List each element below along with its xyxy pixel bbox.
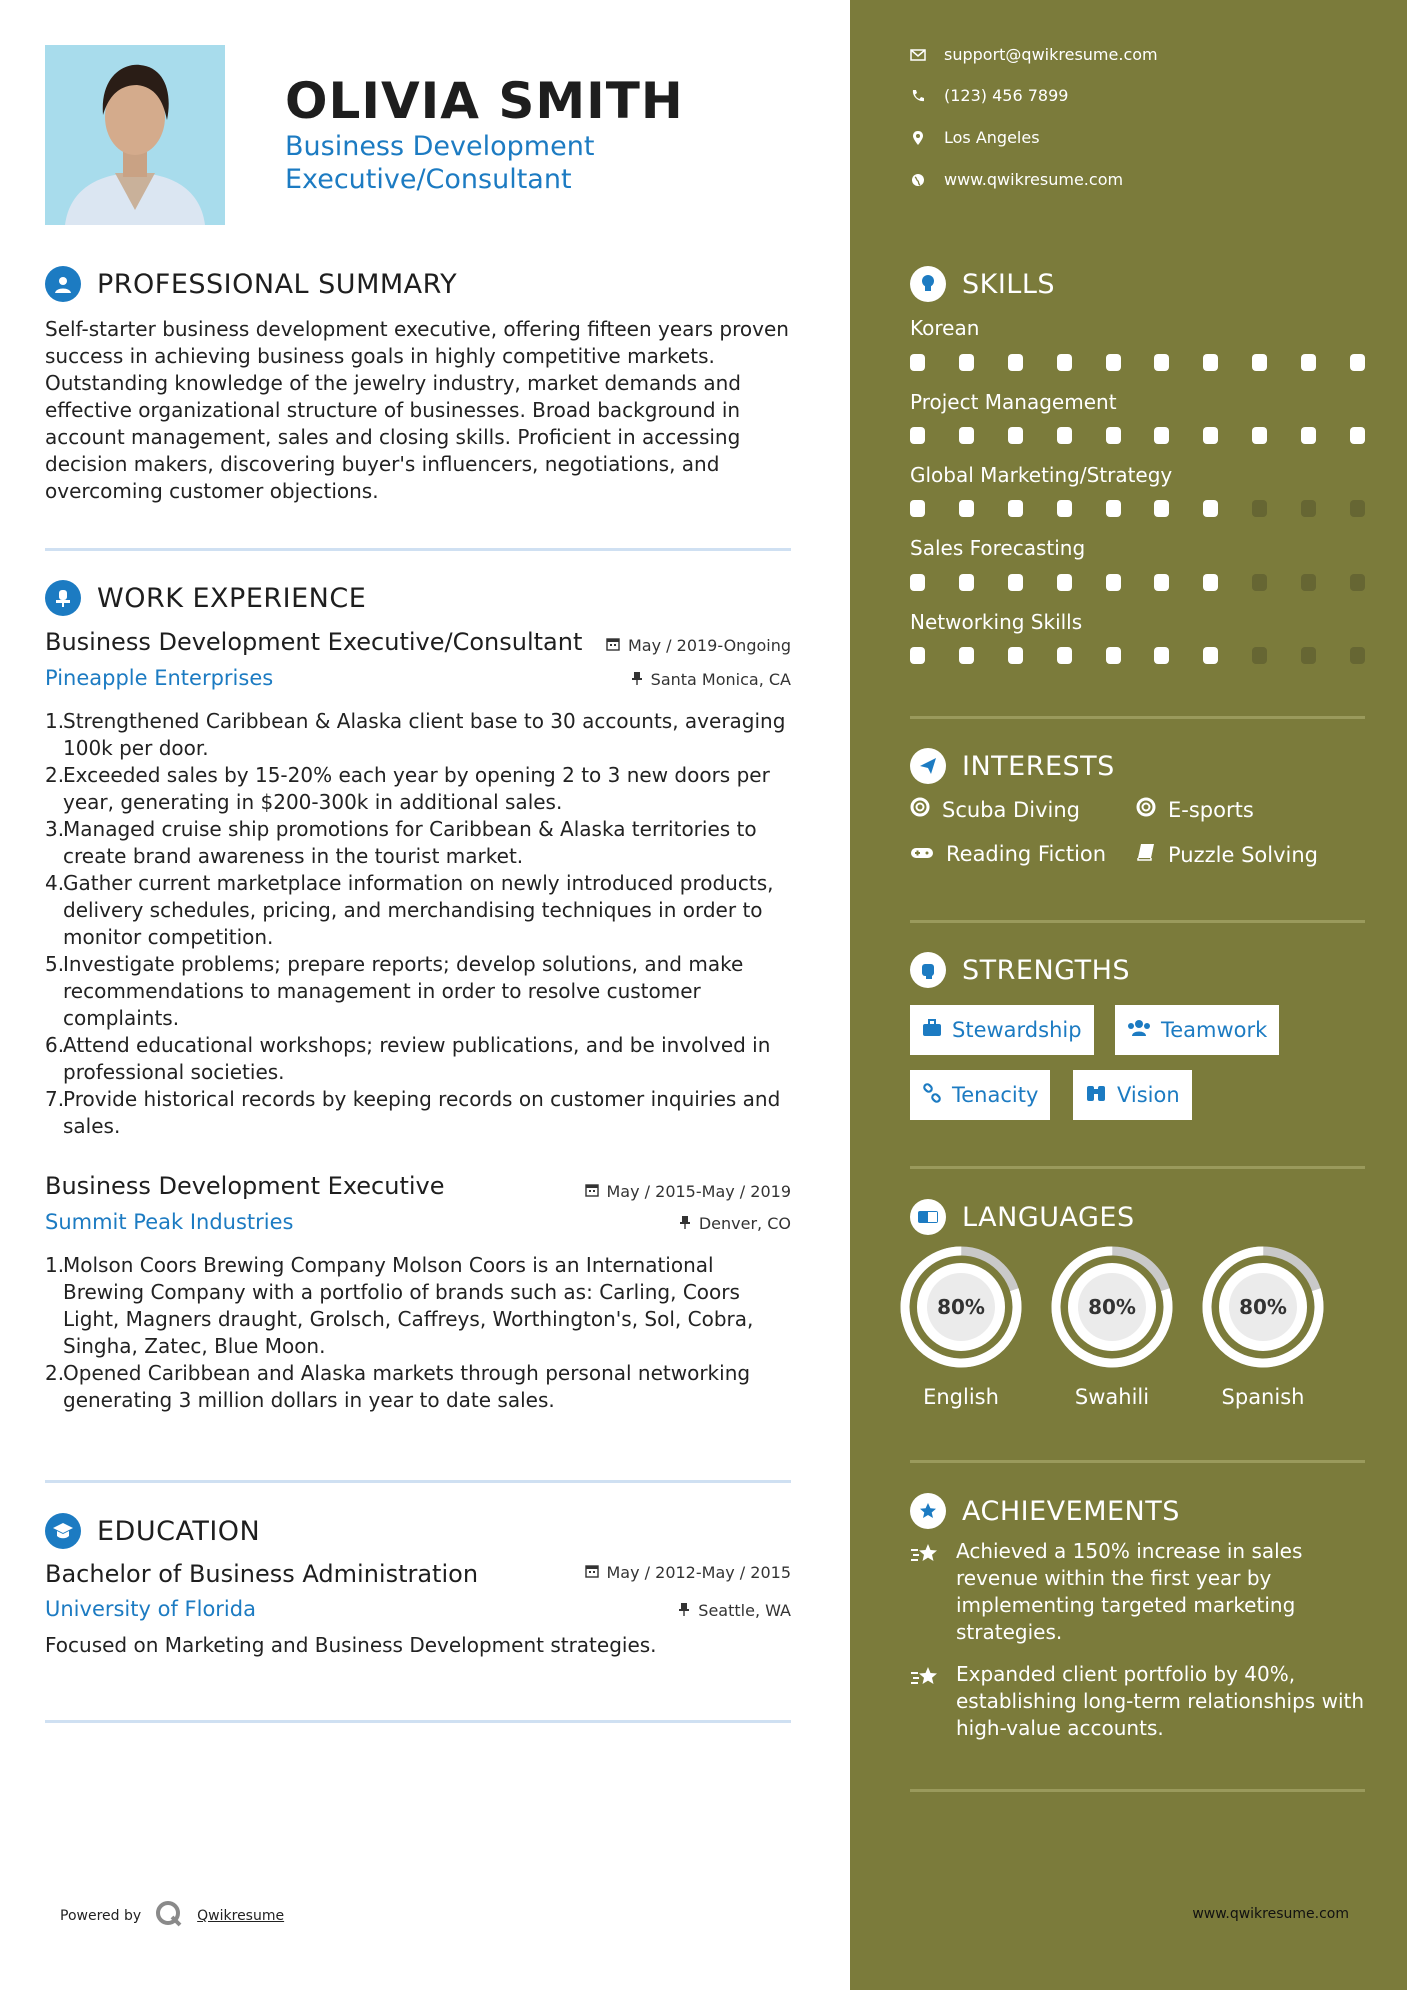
language-ring <box>899 1245 1023 1369</box>
contact-phone[interactable] <box>910 86 1068 105</box>
calendar-icon <box>585 1182 599 1201</box>
summary-heading <box>45 266 457 302</box>
strength-chip <box>1073 1070 1192 1120</box>
language-name: English <box>923 1385 999 1409</box>
skill-dot <box>959 574 974 591</box>
globe-icon <box>910 172 926 188</box>
powered-by-text: Powered by <box>60 1908 142 1924</box>
skill-dot <box>1252 574 1267 591</box>
skill-name: Korean <box>910 316 980 340</box>
contact-email[interactable] <box>910 45 1158 64</box>
languages-title: LANGUAGES <box>962 1201 1135 1233</box>
skill-dot <box>1106 574 1121 591</box>
skill-dot <box>1252 647 1267 664</box>
briefcase-icon <box>922 1018 942 1042</box>
list-item: 5. Investigate problems; prepare reports; develop solutions, and make recommendations to management in order to resolve customer complaints. <box>45 952 744 1030</box>
lightbulb-icon <box>910 266 946 302</box>
contact-website-text: www.qwikresume.com <box>944 170 1124 189</box>
company-name: Summit Peak Industries <box>45 1210 294 1234</box>
skill-name: Project Management <box>910 390 1117 414</box>
interest-item <box>1136 797 1254 822</box>
language-ring <box>1201 1245 1325 1369</box>
skill-dot <box>1301 647 1316 664</box>
education-date <box>585 1563 792 1582</box>
skill-dot <box>1057 427 1072 444</box>
list-item: 4. Gather current marketplace information on newly introduced products, delivery schedules, pricing, and merchandising techniques in order to monitor competition. <box>45 871 774 949</box>
pin-icon <box>678 1601 690 1620</box>
skill-dot <box>1350 427 1365 444</box>
skill-dot <box>1203 427 1218 444</box>
pin-icon <box>679 1214 691 1233</box>
envelope-icon <box>910 47 926 63</box>
divider <box>45 1480 791 1483</box>
company-name: Pineapple Enterprises <box>45 666 274 690</box>
strength-chip <box>1115 1005 1279 1055</box>
skill-dot <box>910 647 925 664</box>
interest-label: Scuba Diving <box>942 797 1080 822</box>
strength-label: Teamwork <box>1161 1018 1268 1042</box>
strengths-heading <box>910 952 1130 988</box>
map-marker-icon <box>910 130 926 146</box>
language-percent: 80% <box>1239 1295 1287 1319</box>
work-heading <box>45 580 366 616</box>
qwikresume-link[interactable]: Qwikresume <box>197 1908 285 1924</box>
star-badge-icon <box>910 1493 946 1529</box>
skill-rating <box>910 427 1365 444</box>
phone-icon <box>910 88 926 104</box>
skill-dot <box>1301 354 1316 371</box>
skill-dot <box>1350 574 1365 591</box>
user-icon <box>45 266 81 302</box>
skill-dot <box>1301 574 1316 591</box>
education-location <box>678 1601 791 1620</box>
achievement-text: Achieved a 150% increase in sales revenue within the first year by implementing targeted marketing strategies. <box>956 1539 1303 1644</box>
skill-dot <box>959 500 974 517</box>
skill-dot <box>959 647 974 664</box>
job-duties-list <box>45 1252 797 1414</box>
summary-text: Self-starter business development executive, offering fifteen years proven success in achieving business goals in highly competitive markets. Outstanding knowledge of the jewelry industry, market demands and effective organizational structure of businesses. Broad background in account management, sales and closing skills. Proficient in accessing decision makers, discovering buyer's influencers, negotiations, and overcoming customer objections. <box>45 317 789 503</box>
education-title: EDUCATION <box>97 1515 261 1547</box>
skill-dot <box>1008 647 1023 664</box>
achievement-item <box>910 1538 1370 1646</box>
skill-dot <box>1154 500 1169 517</box>
skill-dot <box>1106 354 1121 371</box>
contact-phone-text: (123) 456 7899 <box>944 86 1069 105</box>
sidebar <box>850 0 1407 1990</box>
skill-dot <box>910 574 925 591</box>
strength-label: Tenacity <box>952 1083 1039 1107</box>
skill-dot <box>910 500 925 517</box>
strength-chip <box>910 1005 1094 1055</box>
interest-item <box>910 797 1080 822</box>
achievement-item <box>910 1661 1370 1742</box>
education-date-text: May / 2012-May / 2015 <box>606 1563 791 1582</box>
skill-dot <box>1008 574 1023 591</box>
language-item <box>1047 1245 1177 1409</box>
calendar-icon <box>585 1563 599 1582</box>
skill-dot <box>1057 647 1072 664</box>
school-name: University of Florida <box>45 1597 256 1621</box>
list-item: 6. Attend educational workshops; review publications, and be involved in professional societies. <box>45 1033 771 1084</box>
gamepad-icon <box>910 842 934 866</box>
list-item: 1. Strengthened Caribbean & Alaska client base to 30 accounts, averaging 100k per door. <box>45 709 786 760</box>
skill-dot <box>1203 574 1218 591</box>
qwikresume-logo-icon <box>155 1900 183 1932</box>
binoculars-icon <box>1085 1083 1107 1108</box>
calendar-icon <box>606 636 620 655</box>
star-icon <box>910 1661 942 1742</box>
job-date <box>606 636 791 655</box>
paper-plane-icon <box>910 748 946 784</box>
contact-email-text: support@qwikresume.com <box>944 45 1158 64</box>
degree-title: Bachelor of Business Administration <box>45 1560 479 1588</box>
link-icon <box>922 1083 942 1108</box>
skill-name: Sales Forecasting <box>910 536 1086 560</box>
strength-label: Vision <box>1117 1083 1180 1107</box>
footer-website[interactable]: www.qwikresume.com <box>1192 1906 1349 1922</box>
job-date-text: May / 2019-Ongoing <box>628 636 791 655</box>
languages-heading <box>910 1199 1135 1235</box>
interests-title: INTERESTS <box>962 750 1115 782</box>
candidate-name: OLIVIA SMITH <box>285 72 684 130</box>
skill-dot <box>1008 354 1023 371</box>
skill-dot <box>910 354 925 371</box>
language-name: Swahili <box>1074 1385 1150 1409</box>
job-duties-list <box>45 708 797 1140</box>
language-ring <box>1050 1245 1174 1369</box>
language-item <box>896 1245 1026 1409</box>
skill-dot <box>1252 500 1267 517</box>
skills-heading <box>910 266 1055 302</box>
skill-dot <box>1154 354 1169 371</box>
skill-name: Global Marketing/Strategy <box>910 463 1173 487</box>
job-location <box>679 1214 791 1233</box>
contact-location-text: Los Angeles <box>944 128 1040 147</box>
life-ring-icon <box>1136 797 1156 822</box>
job-date <box>585 1182 792 1201</box>
strengths-title: STRENGTHS <box>962 954 1131 986</box>
skill-dot <box>1203 500 1218 517</box>
interest-label: Puzzle Solving <box>1168 842 1318 867</box>
skill-dot <box>1057 574 1072 591</box>
interest-item <box>1136 842 1318 867</box>
skill-dot <box>1301 500 1316 517</box>
language-item <box>1198 1245 1328 1409</box>
work-title: WORK EXPERIENCE <box>97 582 367 614</box>
skill-dot <box>1057 354 1072 371</box>
divider <box>910 1166 1365 1169</box>
fist-icon <box>910 952 946 988</box>
life-ring-icon <box>910 797 930 822</box>
divider <box>910 716 1365 719</box>
summary-title: PROFESSIONAL SUMMARY <box>97 268 458 300</box>
divider <box>910 920 1365 923</box>
skill-dot <box>1203 354 1218 371</box>
list-item: 1. Molson Coors Brewing Company Molson Coors is an International Brewing Company with a portfolio of brands such as: Carling, Coors Light, Magners draught, Grolsch, Caffreys, Worthington's, Sol, Cobra, Singha, Zatec, Blue Moon. <box>45 1253 754 1358</box>
achievement-text: Expanded client portfolio by 40%, establishing long-term relationships with high-value accounts. <box>956 1662 1365 1740</box>
skill-dot <box>1008 427 1023 444</box>
powered-by <box>60 1900 284 1932</box>
contact-website[interactable] <box>910 170 1123 189</box>
list-item: 3. Managed cruise ship promotions for Caribbean & Alaska territories to create brand awareness in the tourist market. <box>45 817 757 868</box>
skill-dot <box>1350 354 1365 371</box>
list-item: 2. Exceeded sales by 15-20% each year by opening 2 to 3 new doors per year, generating in $200-300k in additional sales. <box>45 763 770 814</box>
divider <box>910 1460 1365 1463</box>
achievements-title: ACHIEVEMENTS <box>962 1495 1180 1527</box>
strength-chip <box>910 1070 1050 1120</box>
pin-icon <box>631 670 643 689</box>
skill-dot <box>1008 500 1023 517</box>
skill-dot <box>959 354 974 371</box>
skills-title: SKILLS <box>962 268 1056 300</box>
skill-dot <box>1350 647 1365 664</box>
divider <box>910 1789 1365 1792</box>
skill-dot <box>1154 427 1169 444</box>
skill-dot <box>1252 354 1267 371</box>
education-location-text: Seattle, WA <box>698 1601 791 1620</box>
job-date-text: May / 2015-May / 2019 <box>606 1182 791 1201</box>
education-description: Focused on Marketing and Business Development strategies. <box>45 1633 657 1657</box>
contact-location <box>910 128 1040 147</box>
strength-label: Stewardship <box>952 1018 1082 1042</box>
skill-rating <box>910 647 1365 664</box>
graduation-cap-icon <box>45 1513 81 1549</box>
job-location-text: Denver, CO <box>698 1214 791 1233</box>
skill-dot <box>1203 647 1218 664</box>
divider <box>45 1720 791 1723</box>
skill-dot <box>1350 500 1365 517</box>
interest-label: Reading Fiction <box>946 842 1107 866</box>
job-title: Business Development Executive <box>45 1172 445 1200</box>
skill-dot <box>1106 427 1121 444</box>
skill-name: Networking Skills <box>910 610 1083 634</box>
briefcase-icon <box>45 580 81 616</box>
language-percent: 80% <box>937 1295 985 1319</box>
skill-rating <box>910 574 1365 591</box>
skill-dot <box>910 427 925 444</box>
education-heading <box>45 1513 260 1549</box>
skill-dot <box>1106 647 1121 664</box>
profile-photo <box>45 45 225 225</box>
skill-dot <box>1301 427 1316 444</box>
language-name: Spanish <box>1221 1385 1305 1409</box>
language-icon <box>910 1199 946 1235</box>
skill-dot <box>1106 500 1121 517</box>
skill-dot <box>1252 427 1267 444</box>
interest-label: E-sports <box>1168 797 1254 822</box>
skill-dot <box>1154 574 1169 591</box>
language-percent: 80% <box>1088 1295 1136 1319</box>
book-icon <box>1136 842 1156 867</box>
skill-dot <box>1154 647 1169 664</box>
divider <box>45 548 791 551</box>
skill-rating <box>910 500 1365 517</box>
skill-rating <box>910 354 1365 371</box>
skill-dot <box>959 427 974 444</box>
job-location-text: Santa Monica, CA <box>650 670 791 689</box>
candidate-role: Business Development Executive/Consultant <box>285 131 595 195</box>
star-icon <box>910 1538 942 1646</box>
interest-item <box>910 842 1106 866</box>
job-location <box>631 670 791 689</box>
users-icon <box>1127 1018 1151 1042</box>
skill-dot <box>1057 500 1072 517</box>
interests-heading <box>910 748 1115 784</box>
list-item: 7. Provide historical records by keeping records on customer inquiries and sales. <box>45 1087 781 1138</box>
achievements-heading <box>910 1493 1180 1529</box>
job-title: Business Development Executive/Consultant <box>45 628 583 656</box>
list-item: 2. Opened Caribbean and Alaska markets through personal networking generating 3 million dollars in year to date sales. <box>45 1361 751 1412</box>
